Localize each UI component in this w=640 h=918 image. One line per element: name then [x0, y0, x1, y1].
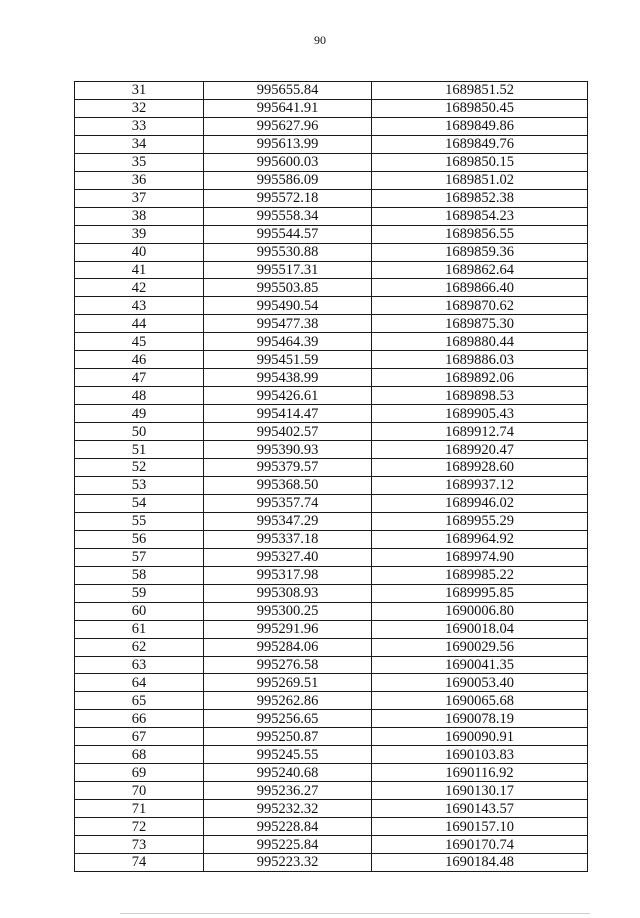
x-coordinate-cell: 995490.54	[204, 297, 372, 315]
x-coordinate-cell: 995379.57	[204, 459, 372, 477]
point-number-cell: 73	[75, 836, 204, 854]
y-coordinate-cell: 1689886.03	[372, 351, 588, 369]
x-coordinate-cell: 995327.40	[204, 548, 372, 566]
x-coordinate-cell: 995269.51	[204, 674, 372, 692]
y-coordinate-cell: 1690103.83	[372, 746, 588, 764]
table-row	[75, 764, 588, 782]
x-coordinate-cell: 995256.65	[204, 710, 372, 728]
table-row	[75, 441, 588, 459]
point-number-cell: 37	[75, 189, 204, 207]
point-number-cell: 61	[75, 620, 204, 638]
table-row	[75, 692, 588, 710]
y-coordinate-cell: 1689937.12	[372, 476, 588, 494]
y-coordinate-cell: 1689892.06	[372, 369, 588, 387]
point-number-cell: 51	[75, 441, 204, 459]
y-coordinate-cell: 1689928.60	[372, 459, 588, 477]
point-number-cell: 33	[75, 117, 204, 135]
x-coordinate-cell: 995250.87	[204, 728, 372, 746]
table-row	[75, 584, 588, 602]
point-number-cell: 69	[75, 764, 204, 782]
point-number-cell: 36	[75, 171, 204, 189]
x-coordinate-cell: 995402.57	[204, 423, 372, 441]
table-row	[75, 548, 588, 566]
y-coordinate-cell: 1689849.86	[372, 117, 588, 135]
x-coordinate-cell: 995262.86	[204, 692, 372, 710]
y-coordinate-cell: 1689850.15	[372, 153, 588, 171]
x-coordinate-cell: 995357.74	[204, 494, 372, 512]
x-coordinate-cell: 995627.96	[204, 117, 372, 135]
y-coordinate-cell: 1689905.43	[372, 405, 588, 423]
x-coordinate-cell: 995276.58	[204, 656, 372, 674]
y-coordinate-cell: 1689854.23	[372, 207, 588, 225]
x-coordinate-cell: 995245.55	[204, 746, 372, 764]
table-row	[75, 297, 588, 315]
point-number-cell: 39	[75, 225, 204, 243]
point-number-cell: 35	[75, 153, 204, 171]
y-coordinate-cell: 1689862.64	[372, 261, 588, 279]
y-coordinate-cell: 1689849.76	[372, 135, 588, 153]
y-coordinate-cell: 1690018.04	[372, 620, 588, 638]
table-row	[75, 135, 588, 153]
y-coordinate-cell: 1689880.44	[372, 333, 588, 351]
point-number-cell: 50	[75, 423, 204, 441]
point-number-cell: 64	[75, 674, 204, 692]
x-coordinate-cell: 995558.34	[204, 207, 372, 225]
point-number-cell: 68	[75, 746, 204, 764]
point-number-cell: 40	[75, 243, 204, 261]
y-coordinate-cell: 1689946.02	[372, 494, 588, 512]
y-coordinate-cell: 1690041.35	[372, 656, 588, 674]
table-row	[75, 782, 588, 800]
x-coordinate-cell: 995284.06	[204, 638, 372, 656]
x-coordinate-cell: 995517.31	[204, 261, 372, 279]
y-coordinate-cell: 1689875.30	[372, 315, 588, 333]
point-number-cell: 48	[75, 387, 204, 405]
table-row	[75, 512, 588, 530]
point-number-cell: 71	[75, 800, 204, 818]
y-coordinate-cell: 1690170.74	[372, 836, 588, 854]
point-number-cell: 59	[75, 584, 204, 602]
table-row	[75, 99, 588, 117]
x-coordinate-cell: 995414.47	[204, 405, 372, 423]
table-row	[75, 351, 588, 369]
y-coordinate-cell: 1690157.10	[372, 818, 588, 836]
x-coordinate-cell: 995586.09	[204, 171, 372, 189]
table-row	[75, 853, 588, 871]
y-coordinate-cell: 1690006.80	[372, 602, 588, 620]
point-number-cell: 58	[75, 566, 204, 584]
y-coordinate-cell: 1690078.19	[372, 710, 588, 728]
x-coordinate-cell: 995464.39	[204, 333, 372, 351]
x-coordinate-cell: 995317.98	[204, 566, 372, 584]
table-row	[75, 674, 588, 692]
x-coordinate-cell: 995347.29	[204, 512, 372, 530]
x-coordinate-cell: 995240.68	[204, 764, 372, 782]
table-row	[75, 638, 588, 656]
y-coordinate-cell: 1689995.85	[372, 584, 588, 602]
point-number-cell: 67	[75, 728, 204, 746]
x-coordinate-cell: 995223.32	[204, 853, 372, 871]
x-coordinate-cell: 995544.57	[204, 225, 372, 243]
table-row	[75, 494, 588, 512]
y-coordinate-cell: 1689920.47	[372, 441, 588, 459]
table-row	[75, 566, 588, 584]
point-number-cell: 66	[75, 710, 204, 728]
x-coordinate-cell: 995337.18	[204, 530, 372, 548]
point-number-cell: 41	[75, 261, 204, 279]
table-row	[75, 243, 588, 261]
y-coordinate-cell: 1689912.74	[372, 423, 588, 441]
x-coordinate-cell: 995225.84	[204, 836, 372, 854]
y-coordinate-cell: 1689851.02	[372, 171, 588, 189]
table-row	[75, 82, 588, 100]
table-row	[75, 207, 588, 225]
x-coordinate-cell: 995641.91	[204, 99, 372, 117]
x-coordinate-cell: 995291.96	[204, 620, 372, 638]
point-number-cell: 55	[75, 512, 204, 530]
y-coordinate-cell: 1689852.38	[372, 189, 588, 207]
table-row	[75, 315, 588, 333]
point-number-cell: 43	[75, 297, 204, 315]
table-row	[75, 656, 588, 674]
coordinates-table	[74, 81, 588, 872]
x-coordinate-cell: 995390.93	[204, 441, 372, 459]
table-row	[75, 153, 588, 171]
y-coordinate-cell: 1690065.68	[372, 692, 588, 710]
point-number-cell: 56	[75, 530, 204, 548]
point-number-cell: 47	[75, 369, 204, 387]
x-coordinate-cell: 995368.50	[204, 476, 372, 494]
point-number-cell: 46	[75, 351, 204, 369]
table-row	[75, 530, 588, 548]
point-number-cell: 45	[75, 333, 204, 351]
table-row	[75, 423, 588, 441]
point-number-cell: 44	[75, 315, 204, 333]
x-coordinate-cell: 995426.61	[204, 387, 372, 405]
point-number-cell: 49	[75, 405, 204, 423]
point-number-cell: 72	[75, 818, 204, 836]
y-coordinate-cell: 1690184.48	[372, 853, 588, 871]
table-row	[75, 836, 588, 854]
table-row	[75, 710, 588, 728]
x-coordinate-cell: 995477.38	[204, 315, 372, 333]
y-coordinate-cell: 1689850.45	[372, 99, 588, 117]
y-coordinate-cell: 1689859.36	[372, 243, 588, 261]
y-coordinate-cell: 1689964.92	[372, 530, 588, 548]
x-coordinate-cell: 995451.59	[204, 351, 372, 369]
table-row	[75, 620, 588, 638]
x-coordinate-cell: 995655.84	[204, 82, 372, 100]
table-row	[75, 279, 588, 297]
y-coordinate-cell: 1690090.91	[372, 728, 588, 746]
point-number-cell: 52	[75, 459, 204, 477]
x-coordinate-cell: 995236.27	[204, 782, 372, 800]
table-row	[75, 225, 588, 243]
point-number-cell: 57	[75, 548, 204, 566]
table-row	[75, 405, 588, 423]
x-coordinate-cell: 995503.85	[204, 279, 372, 297]
y-coordinate-cell: 1690143.57	[372, 800, 588, 818]
table-row	[75, 818, 588, 836]
table-row	[75, 261, 588, 279]
point-number-cell: 74	[75, 853, 204, 871]
point-number-cell: 70	[75, 782, 204, 800]
point-number-cell: 62	[75, 638, 204, 656]
point-number-cell: 38	[75, 207, 204, 225]
y-coordinate-cell: 1689985.22	[372, 566, 588, 584]
x-coordinate-cell: 995613.99	[204, 135, 372, 153]
y-coordinate-cell: 1690130.17	[372, 782, 588, 800]
table-row	[75, 728, 588, 746]
table-row	[75, 602, 588, 620]
x-coordinate-cell: 995572.18	[204, 189, 372, 207]
page-bottom-edge	[120, 913, 590, 914]
point-number-cell: 34	[75, 135, 204, 153]
table-row	[75, 171, 588, 189]
y-coordinate-cell: 1689866.40	[372, 279, 588, 297]
y-coordinate-cell: 1689870.62	[372, 297, 588, 315]
table-row	[75, 117, 588, 135]
point-number-cell: 63	[75, 656, 204, 674]
x-coordinate-cell: 995308.93	[204, 584, 372, 602]
x-coordinate-cell: 995228.84	[204, 818, 372, 836]
point-number-cell: 60	[75, 602, 204, 620]
y-coordinate-cell: 1690116.92	[372, 764, 588, 782]
x-coordinate-cell: 995600.03	[204, 153, 372, 171]
table-row	[75, 476, 588, 494]
y-coordinate-cell: 1689851.52	[372, 82, 588, 100]
point-number-cell: 65	[75, 692, 204, 710]
y-coordinate-cell: 1690053.40	[372, 674, 588, 692]
point-number-cell: 32	[75, 99, 204, 117]
point-number-cell: 42	[75, 279, 204, 297]
table-row	[75, 189, 588, 207]
y-coordinate-cell: 1689856.55	[372, 225, 588, 243]
coordinates-table-body	[75, 82, 588, 872]
page-number: 90	[314, 33, 326, 47]
table-row	[75, 333, 588, 351]
y-coordinate-cell: 1689898.53	[372, 387, 588, 405]
y-coordinate-cell: 1690029.56	[372, 638, 588, 656]
x-coordinate-cell: 995300.25	[204, 602, 372, 620]
table-row	[75, 459, 588, 477]
table-row	[75, 800, 588, 818]
x-coordinate-cell: 995530.88	[204, 243, 372, 261]
point-number-cell: 54	[75, 494, 204, 512]
x-coordinate-cell: 995438.99	[204, 369, 372, 387]
point-number-cell: 31	[75, 82, 204, 100]
y-coordinate-cell: 1689974.90	[372, 548, 588, 566]
table-row	[75, 387, 588, 405]
y-coordinate-cell: 1689955.29	[372, 512, 588, 530]
x-coordinate-cell: 995232.32	[204, 800, 372, 818]
point-number-cell: 53	[75, 476, 204, 494]
table-row	[75, 369, 588, 387]
table-row	[75, 746, 588, 764]
